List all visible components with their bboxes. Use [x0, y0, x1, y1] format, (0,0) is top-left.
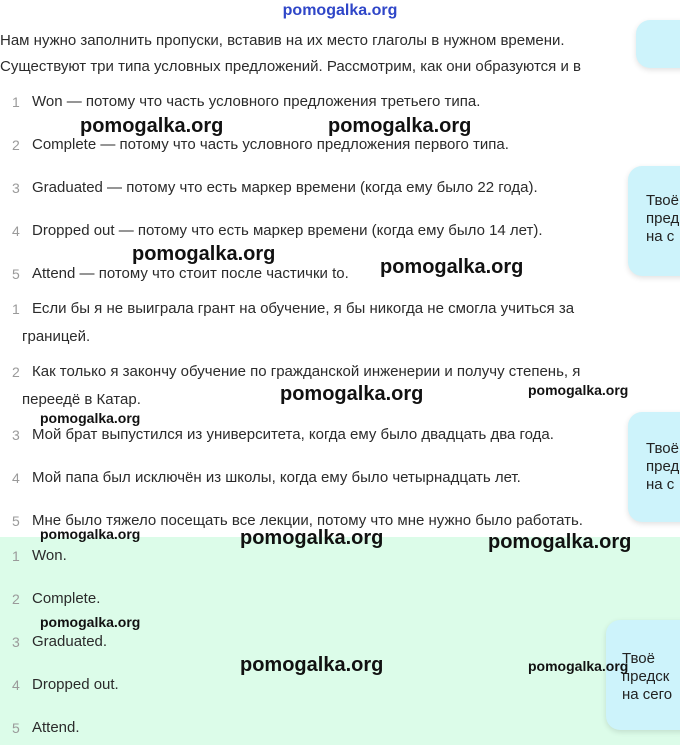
- item-text: Won — потому что часть условного предложения третьего типа.: [32, 93, 481, 110]
- item-text: Graduated — потому что есть маркер времени (когда ему было 22 года).: [32, 179, 538, 196]
- item-text-continuation: границей.: [22, 328, 91, 345]
- side-card-2[interactable]: [628, 412, 680, 522]
- site-title[interactable]: pomogalka.org: [282, 2, 398, 19]
- card-line: пред: [646, 458, 680, 475]
- list-item: [0, 585, 640, 613]
- item-text: Если бы я не выиграла грант на обучение, я бы никогда не смогла учиться за: [32, 300, 575, 317]
- card-line: Твоё: [646, 192, 679, 209]
- watermark: pomogalka.org: [240, 654, 384, 676]
- list-item: [0, 260, 640, 288]
- item-number: 4: [12, 223, 20, 239]
- item-text: Complete.: [32, 590, 101, 607]
- item-number: 1: [12, 301, 20, 317]
- item-text: Attend — потому что стоит после частички to.: [32, 265, 349, 282]
- watermark: pomogalka.org: [528, 382, 629, 398]
- list-item: [0, 464, 640, 492]
- card-line: Твоё: [646, 440, 679, 457]
- card-line: на с: [646, 228, 675, 245]
- item-text: Dropped out — потому что есть маркер времени (когда ему было 14 лет).: [32, 222, 543, 239]
- item-text: Мой папа был исключён из школы, когда ему было четырнадцать лет.: [32, 469, 521, 486]
- watermark: pomogalka.org: [488, 531, 632, 553]
- intro-line-2: Существуют три типа условных предложений. Рассмотрим, как они образуются и в: [0, 58, 581, 75]
- watermark: pomogalka.org: [528, 658, 629, 674]
- card-line: на сего: [622, 686, 673, 703]
- watermark: pomogalka.org: [380, 256, 524, 278]
- item-text: Complete — потому что часть условного предложения первого типа.: [32, 136, 509, 153]
- card-line: пред: [646, 210, 680, 227]
- item-text: Как только я закончу обучение по гражданской инженерии и получу степень, я: [32, 363, 581, 380]
- intro-text: [0, 28, 640, 80]
- side-card-3[interactable]: [606, 620, 680, 730]
- item-text: Мой брат выпустился из университета, когда ему было двадцать два года.: [32, 426, 554, 443]
- list-item: [0, 217, 640, 245]
- item-number: 4: [12, 677, 20, 693]
- list-item: [0, 295, 640, 351]
- list-item: [0, 714, 640, 742]
- side-card-1[interactable]: [628, 166, 680, 276]
- item-number: 2: [12, 591, 20, 607]
- item-text: Graduated.: [32, 633, 108, 650]
- item-number: 3: [12, 180, 20, 196]
- item-number: 4: [12, 470, 20, 486]
- list-item: [0, 174, 640, 202]
- item-text: Won.: [32, 547, 67, 564]
- watermark: pomogalka.org: [40, 526, 141, 542]
- card-line: на с: [646, 476, 675, 493]
- intro-line-1: Нам нужно заполнить пропуски, вставив на их место глаголы в нужном времени.: [0, 32, 565, 49]
- item-text-continuation: переедё в Катар.: [22, 391, 141, 408]
- watermark: pomogalka.org: [132, 243, 276, 265]
- watermark: pomogalka.org: [40, 410, 141, 426]
- item-number: 5: [12, 513, 20, 529]
- item-number: 1: [12, 94, 20, 110]
- item-number: 3: [12, 427, 20, 443]
- item-number: 3: [12, 634, 20, 650]
- item-text: Attend.: [32, 719, 80, 736]
- watermark: pomogalka.org: [280, 383, 424, 405]
- side-card-top[interactable]: [636, 20, 680, 68]
- watermark: pomogalka.org: [40, 614, 141, 630]
- card-line: Твоё: [622, 650, 655, 667]
- card-line: предск: [622, 668, 670, 685]
- watermark: pomogalka.org: [80, 115, 224, 137]
- item-number: 5: [12, 266, 20, 282]
- watermark: pomogalka.org: [328, 115, 472, 137]
- list-item: [0, 88, 640, 116]
- item-number: 1: [12, 548, 20, 564]
- item-number: 2: [12, 364, 20, 380]
- item-number: 2: [12, 137, 20, 153]
- watermark: pomogalka.org: [240, 527, 384, 549]
- item-text: Dropped out.: [32, 676, 119, 693]
- item-number: 5: [12, 720, 20, 736]
- list-item: [0, 628, 640, 656]
- item-text: Мне было тяжело посещать все лекции, потому что мне нужно было работать.: [32, 512, 583, 529]
